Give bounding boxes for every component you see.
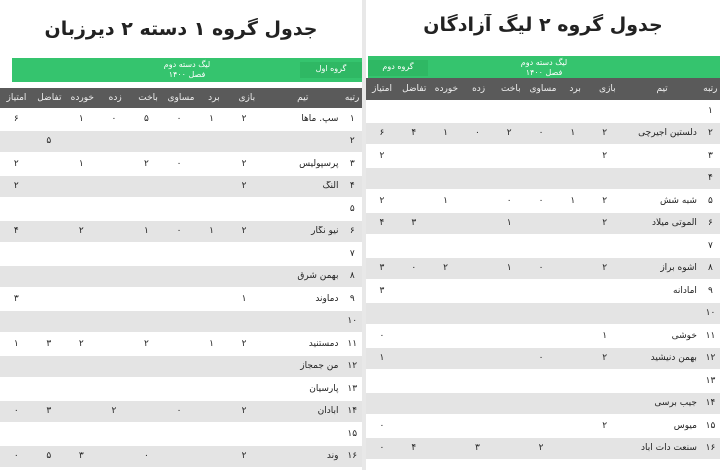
left-table-title: جدول گروه ۱ دسته ۲ دیرزبان (44, 18, 318, 40)
table-cell: ۱۱ (347, 338, 358, 349)
table-row (366, 370, 720, 393)
table-cell: ۲ (241, 113, 247, 124)
table-cell: ۱ (13, 338, 19, 349)
table-cell: ۶ (379, 128, 385, 139)
table-cell: ۲ (379, 195, 385, 206)
table-cell: ۰ (506, 195, 512, 206)
column-header: امتیاز (6, 93, 27, 103)
column-header: مساوی (529, 84, 557, 94)
table-cell: ۲ (241, 158, 247, 169)
table-cell: ۰ (379, 330, 385, 341)
table-cell: ۱ (78, 113, 84, 124)
table-cell: ۱۵ (347, 428, 358, 439)
table-cell: ۰ (538, 128, 544, 139)
table-cell: ۰ (144, 451, 149, 462)
table-row (366, 235, 720, 258)
table-cell: ۲ (241, 181, 247, 192)
table-cell: ۱ (602, 330, 608, 341)
table-row (366, 213, 720, 236)
right-banner-line2: فصل ۱۴۰۰ (525, 68, 563, 77)
table-cell: ۲ (241, 406, 247, 417)
table-cell: ۴ (411, 128, 417, 139)
table-row (0, 378, 362, 401)
table-cell: ۵ (144, 113, 149, 124)
table-row (0, 333, 362, 356)
table-row (0, 243, 362, 266)
column-header: تفاضل (402, 84, 427, 94)
table-cell: ۲ (111, 406, 117, 417)
team-name: سنعت دات آباد (641, 443, 697, 454)
table-cell: ۵ (708, 195, 713, 206)
team-name: شبه شش (659, 195, 697, 206)
table-cell: ۱۰ (347, 316, 358, 327)
table-cell: ۳ (78, 451, 84, 462)
team-name: النگ (322, 181, 339, 192)
team-name: جیب برسی (654, 398, 697, 409)
table-cell: ۱ (443, 128, 448, 139)
table-cell: ۱۲ (705, 353, 716, 364)
right-standings-panel (366, 0, 720, 470)
table-cell: ۱۴ (705, 398, 716, 409)
table-cell: ۹ (708, 285, 713, 296)
table-cell: ۲ (602, 195, 608, 206)
table-row (366, 123, 720, 146)
team-name: نیو نگار (311, 226, 339, 237)
table-cell: ۲ (379, 150, 385, 161)
table-cell: ۲ (602, 150, 608, 161)
table-cell: ۰ (379, 443, 385, 454)
table-cell: ۱۳ (705, 375, 716, 386)
table-cell: ۲ (602, 420, 608, 431)
table-cell: ۱۵ (705, 420, 716, 431)
table-cell: ۰ (176, 226, 182, 237)
left-banner-line2: فصل ۱۴۰۰ (168, 70, 206, 79)
left-rows (0, 108, 362, 468)
table-row (0, 311, 362, 334)
table-cell: ۱ (506, 263, 512, 274)
table-cell: ۰ (538, 263, 544, 274)
table-row (0, 198, 362, 221)
table-cell: ۴ (349, 181, 355, 192)
table-cell: ۱ (570, 195, 576, 206)
table-cell: ۳ (474, 443, 480, 454)
left-tab-label: گروه اول (315, 64, 347, 73)
team-name: خوشی (671, 330, 697, 341)
right-rows (366, 100, 720, 460)
table-cell: ۱۴ (347, 406, 358, 417)
table-cell: ۰ (13, 406, 19, 417)
table-cell: ۲ (602, 128, 608, 139)
table-cell: ۳ (379, 285, 385, 296)
table-cell: ۲ (602, 263, 608, 274)
team-name: بهمن دنیشید (650, 353, 697, 364)
table-cell: ۲ (538, 443, 544, 454)
team-name: بهمن شرق (297, 271, 339, 282)
table-cell: ۱۰ (705, 308, 716, 319)
table-cell: ۱ (708, 105, 713, 116)
table-cell: ۲ (602, 353, 608, 364)
column-header: زده (108, 93, 122, 103)
table-row (0, 153, 362, 176)
table-cell: ۳ (46, 338, 52, 349)
table-row (366, 303, 720, 326)
table-cell: ۲ (443, 263, 448, 274)
table-cell: ۷ (708, 240, 713, 251)
table-row (0, 288, 362, 311)
team-name: سپ. ماها (301, 113, 339, 124)
table-row (366, 325, 720, 348)
table-cell: ۵ (46, 451, 52, 462)
team-name: وند (326, 451, 339, 462)
team-name: دمستنید (308, 338, 339, 349)
right-tab-label: گروه دوم (382, 62, 414, 71)
right-tab[interactable] (368, 60, 428, 76)
table-row (366, 393, 720, 416)
table-cell: ۱۶ (347, 451, 358, 462)
table-cell: ۶ (349, 226, 355, 237)
table-cell: ۰ (176, 406, 182, 417)
table-cell: ۰ (538, 353, 544, 364)
table-cell: ۲ (602, 218, 608, 229)
table-cell: ۴ (379, 218, 385, 229)
column-header: تفاضل (37, 93, 62, 103)
column-header: مساوی (167, 93, 195, 103)
column-header: زده (472, 84, 486, 94)
table-cell: ۸ (349, 271, 355, 282)
table-row (0, 266, 362, 289)
right-table-title: جدول گروه ۲ لیگ آزادگان (423, 14, 663, 36)
table-cell: ۰ (379, 420, 385, 431)
table-cell: ۴ (411, 443, 417, 454)
table-row (0, 423, 362, 446)
table-cell: ۲ (13, 158, 19, 169)
left-banner-line1: لیگ دسته دوم (163, 60, 211, 69)
team-name: دماوند (315, 293, 339, 304)
team-name: دلستین آجیرچی (638, 128, 697, 139)
table-cell: ۷ (349, 248, 355, 259)
table-cell: ۶ (13, 113, 19, 124)
table-cell: ۰ (411, 263, 417, 274)
table-row (0, 401, 362, 424)
team-name: من جمجاز (300, 361, 339, 372)
column-header: بازی (599, 84, 616, 94)
column-header: خورده (70, 93, 94, 103)
table-cell: ۲ (78, 338, 84, 349)
table-cell: ۲ (241, 338, 247, 349)
table-cell: ۳ (411, 218, 417, 229)
table-cell: ۱۳ (347, 383, 358, 394)
column-header: برد (569, 84, 581, 94)
right-banner-line1: لیگ دسته دوم (520, 58, 568, 67)
table-cell: ۱ (209, 338, 214, 349)
team-name: امادانه (673, 285, 697, 296)
table-cell: ۱ (241, 293, 247, 304)
table-cell: ۳ (13, 293, 19, 304)
table-cell: ۸ (708, 263, 713, 274)
table-cell: ۱ (443, 195, 448, 206)
table-cell: ۰ (111, 113, 117, 124)
column-header: تیم (656, 84, 668, 94)
table-cell: ۲ (13, 181, 19, 192)
left-header-row (0, 88, 362, 108)
table-cell: ۲ (78, 226, 84, 237)
table-row (366, 100, 720, 123)
table-cell: ۳ (349, 158, 355, 169)
team-name: اشوه براز (660, 263, 697, 274)
table-cell: ۰ (176, 113, 182, 124)
table-cell: ۴ (708, 173, 713, 184)
column-header: برد (208, 93, 220, 103)
table-cell: ۱۶ (705, 443, 716, 454)
table-cell: ۱ (349, 113, 355, 124)
table-cell: ۱ (78, 158, 84, 169)
table-cell: ۲ (349, 136, 355, 147)
team-name: الموتی میلاد (652, 218, 697, 229)
table-cell: ۵ (349, 203, 355, 214)
table-cell: ۰ (474, 128, 480, 139)
right-header-row (366, 78, 720, 100)
table-cell: ۲ (506, 128, 512, 139)
table-cell: ۶ (708, 218, 713, 229)
left-tab[interactable] (300, 62, 362, 78)
column-header: رتبه (703, 84, 718, 94)
table-row (366, 348, 720, 371)
table-cell: ۲ (241, 451, 247, 462)
table-cell: ۲ (241, 226, 247, 237)
team-name: آبادان (317, 406, 339, 417)
table-row (0, 176, 362, 199)
table-row (366, 438, 720, 461)
table-cell: ۳ (708, 150, 713, 161)
column-header: رتبه (344, 93, 360, 103)
table-row (0, 221, 362, 244)
table-row (366, 168, 720, 191)
table-cell: ۰ (13, 451, 19, 462)
table-cell: ۲ (144, 158, 149, 169)
table-cell: ۱ (570, 128, 576, 139)
column-header: باخت (138, 93, 158, 103)
column-header: تیم (297, 93, 309, 103)
table-cell: ۱ (209, 113, 214, 124)
table-row (366, 280, 720, 303)
table-cell: ۱۲ (347, 361, 358, 372)
table-row (366, 145, 720, 168)
table-row (366, 190, 720, 213)
table-row (366, 415, 720, 438)
table-cell: ۹ (349, 293, 355, 304)
team-name: میوس (673, 420, 697, 431)
column-header: باخت (500, 84, 521, 94)
table-cell: ۳ (46, 406, 52, 417)
table-cell: ۵ (46, 136, 52, 147)
table-cell: ۳ (379, 263, 385, 274)
team-name: پارسیان (309, 383, 339, 394)
table-cell: ۱۱ (705, 330, 716, 341)
table-cell: ۱ (144, 226, 149, 237)
table-row (0, 446, 362, 469)
table-cell: ۰ (538, 195, 544, 206)
table-cell: ۲ (708, 128, 713, 139)
column-header: بازی (238, 93, 256, 103)
table-cell: ۰ (176, 158, 182, 169)
column-header: امتیاز (372, 84, 392, 94)
table-row (0, 108, 362, 131)
table-cell: ۱ (379, 353, 385, 364)
column-header: خورده (434, 84, 459, 94)
table-cell: ۲ (144, 338, 149, 349)
table-row (366, 258, 720, 281)
table-cell: ۱ (506, 218, 512, 229)
table-cell: ۴ (13, 226, 19, 237)
table-row (0, 356, 362, 379)
team-name: پرسپولیس (299, 158, 339, 169)
table-cell: ۱ (209, 226, 214, 237)
table-row (0, 131, 362, 154)
